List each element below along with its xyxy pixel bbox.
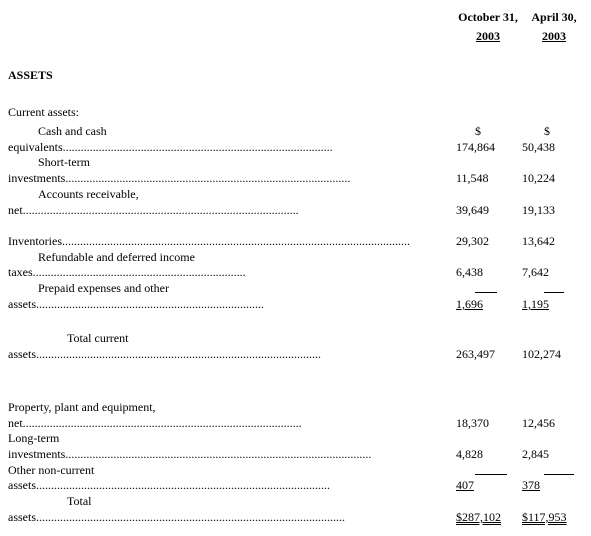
column-header-october-year: 2003 — [476, 29, 500, 43]
column-header-april — [525, 10, 583, 43]
prepaid-rule-october — [475, 292, 497, 293]
row-label-prepaid-line2: assets............................................................................ — [8, 297, 264, 311]
column-header-april-year: 2003 — [542, 29, 566, 43]
column-header-october — [452, 10, 524, 43]
refundable-value-october: 6,438 — [456, 265, 483, 279]
row-label-ppe-line2: net............................................................................................. — [8, 416, 302, 430]
row-label-ppe-line1: Property, plant and equipment, — [8, 400, 156, 414]
other-rule-april — [544, 474, 574, 475]
receivable-value-october: 39,649 — [456, 203, 489, 217]
row-label-prepaid-line1: Prepaid expenses and other — [38, 281, 169, 295]
total-value-april: $117,953 — [522, 510, 567, 524]
cash-value-april: 50,438 — [522, 140, 555, 154]
row-label-total-current-line2: assets............................................................................................... — [8, 347, 321, 361]
long-term-value-april: 2,845 — [522, 447, 549, 461]
row-label-inventories: Inventories.................................................................................................................... — [8, 234, 410, 248]
ppe-value-october: 18,370 — [456, 416, 489, 430]
column-header-october-line1: October 31, — [458, 10, 518, 24]
row-label-other-line2: assets.................................................................................................. — [8, 478, 330, 492]
row-label-long-term-line2: investments...................................................................................................... — [8, 447, 372, 461]
long-term-value-october: 4,828 — [456, 447, 483, 461]
cash-value-october: 174,864 — [456, 140, 495, 154]
row-label-short-term-line1: Short-term — [38, 155, 90, 169]
short-term-value-april: 10,224 — [522, 171, 555, 185]
other-value-october: 407 — [456, 478, 474, 492]
currency-symbol-col2: $ — [544, 124, 550, 138]
receivable-value-april: 19,133 — [522, 203, 555, 217]
prepaid-value-october: 1,696 — [456, 297, 483, 311]
other-rule-october — [475, 474, 507, 475]
row-label-cash-line2: equivalents.......................................................................................... — [8, 140, 333, 154]
current-assets-label: Current assets: — [8, 105, 79, 119]
row-label-total-line1: Total — [67, 494, 92, 508]
row-label-refundable-line1: Refundable and deferred income — [38, 250, 195, 264]
short-term-value-october: 11,548 — [456, 171, 489, 185]
inventories-value-october: 29,302 — [456, 234, 489, 248]
other-value-april: 378 — [522, 478, 540, 492]
prepaid-value-april: 1,195 — [522, 297, 549, 311]
prepaid-rule-april — [544, 292, 564, 293]
row-label-short-term-line2: investments............................................................................................... — [8, 171, 351, 185]
total-current-value-october: 263,497 — [456, 347, 495, 361]
total-current-value-april: 102,274 — [522, 347, 561, 361]
currency-symbol-col1: $ — [475, 124, 481, 138]
row-label-cash-line1: Cash and cash — [38, 124, 107, 138]
row-label-receivable-line1: Accounts receivable, — [38, 187, 139, 201]
row-label-total-current-line1: Total current — [67, 331, 129, 345]
row-label-other-line1: Other non-current — [8, 463, 95, 477]
total-value-october: $287,102 — [456, 510, 501, 524]
section-title-assets: ASSETS — [8, 68, 53, 82]
ppe-value-april: 12,456 — [522, 416, 555, 430]
refundable-value-april: 7,642 — [522, 265, 549, 279]
column-header-april-line1: April 30, — [531, 10, 577, 24]
row-label-receivable-line2: net............................................................................................ — [8, 203, 299, 217]
row-label-refundable-line2: taxes....................................................................... — [8, 265, 246, 279]
row-label-long-term-line1: Long-term — [8, 431, 60, 445]
row-label-total-line2: assets....................................................................................................... — [8, 510, 345, 524]
inventories-value-april: 13,642 — [522, 234, 555, 248]
